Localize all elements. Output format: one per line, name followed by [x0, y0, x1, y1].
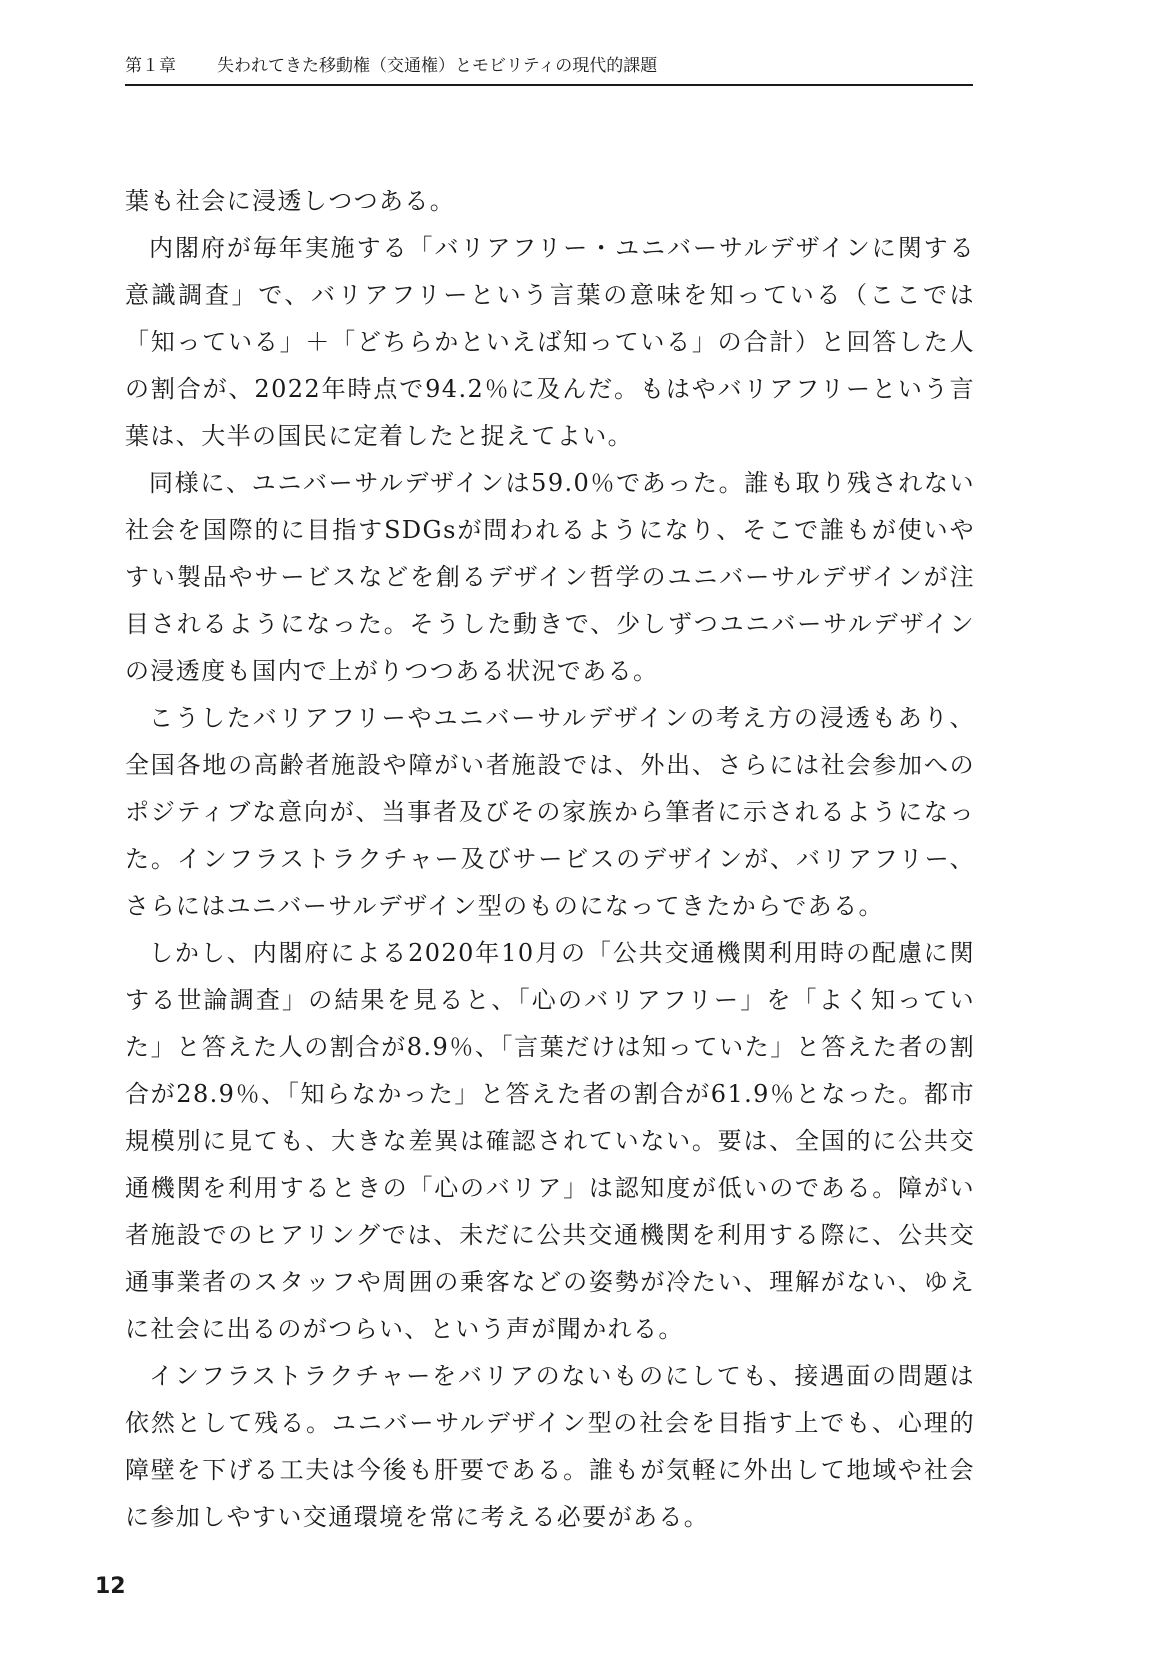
body-text	[125, 178, 975, 1541]
page-number: 12	[95, 1574, 126, 1599]
running-header	[125, 52, 973, 86]
paragraph-continuation: 葉も社会に浸透しつつある。	[125, 187, 456, 215]
paragraph-barrier-free-survey: 内閣府が毎年実施する「バリアフリー・ユニバーサルデザインに関する意識調査」で、バリアフリーという言葉の意味を知っている（ここでは「知っている」＋「どちらかといえば知っている」の合計）と回答した人の割合が、2022年時点で94.2％に及んだ。もはやバリアフリーという言葉は、大半の国民に定着したと捉えてよい。	[125, 234, 975, 450]
paragraph-conclusion: インフラストラクチャーをバリアのないものにしても、接遇面の問題は依然として残る。ユニバーサルデザイン型の社会を目指す上でも、心理的障壁を下げる工夫は今後も肝要である。誰もが気軽に外出して地域や社会に参加しやすい交通環境を常に考える必要がある。	[125, 1362, 975, 1531]
paragraph-positive-intent: こうしたバリアフリーやユニバーサルデザインの考え方の浸透もあり、全国各地の高齢者施設や障がい者施設では、外出、さらには社会参加へのポジティブな意向が、当事者及びその家族から筆者に示されるようになった。インフラストラクチャー及びサービスのデザインが、バリアフリー、さらにはユニバーサルデザイン型のものになってきたからである。	[125, 704, 975, 920]
paragraph-universal-design: 同様に、ユニバーサルデザインは59.0％であった。誰も取り残されない社会を国際的に目指すSDGsが問われるようになり、そこで誰もが使いやすい製品やサービスなどを創るデザイン哲学のユニバーサルデザインが注目されるようになった。そうした動きで、少しずつユニバーサルデザインの浸透度も国内で上がりつつある状況である。	[125, 469, 975, 685]
chapter-label: 第１章	[125, 56, 176, 76]
chapter-title: 失われてきた移動権（交通権）とモビリティの現代的課題	[217, 56, 658, 76]
paragraph-heart-barrier-survey: しかし、内閣府による2020年10月の「公共交通機関利用時の配慮に関する世論調査」の結果を見ると、「心のバリアフリー」を「よく知っていた」と答えた人の割合が8.9％、「言葉だけは知っていた」と答えた者の割合が28.9％、「知らなかった」と答えた者の割合が61.9％となった。都市規模別に見ても、大きな差異は確認されていない。要は、全国的に公共交通機関を利用するときの「心のバリア」は認知度が低いのである。障がい者施設でのヒアリングでは、未だに公共交通機関を利用する際に、公共交通事業者のスタッフや周囲の乗客などの姿勢が冷たい、理解がない、ゆえに社会に出るのがつらい、という声が聞かれる。	[125, 939, 975, 1343]
